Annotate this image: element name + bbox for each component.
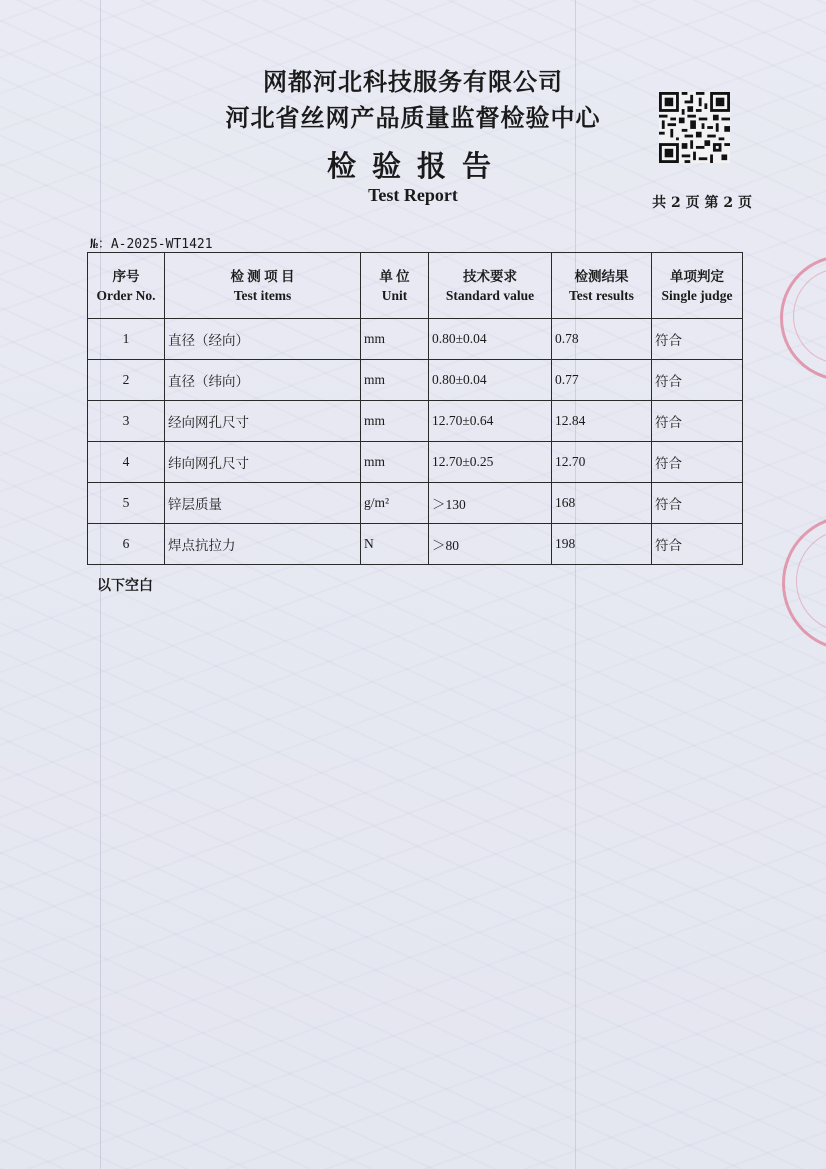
- cell-item: 直径（经向）: [165, 319, 361, 360]
- inspection-center-name: 河北省丝网产品质量监督检验中心: [225, 103, 601, 132]
- report-number: №：A-2025-WT1421: [90, 237, 213, 252]
- cell-item: 直径（纬向）: [165, 360, 361, 401]
- cell-result: 168: [552, 483, 652, 524]
- official-seal: [780, 255, 826, 381]
- col-header-items: 检 测 项 目 Test items: [165, 253, 361, 319]
- cell-unit: mm: [361, 401, 429, 442]
- cell-judge: 符合: [652, 401, 743, 442]
- blank-below-note: 以下空白: [97, 578, 153, 594]
- cell-result: 12.84: [552, 401, 652, 442]
- qr-code-icon[interactable]: [659, 92, 730, 163]
- cell-result: 0.78: [552, 319, 652, 360]
- cell-unit: N: [361, 524, 429, 565]
- cell-item: 经向网孔尺寸: [165, 401, 361, 442]
- cell-item: 焊点抗拉力: [165, 524, 361, 565]
- cell-standard: 0.80±0.04: [429, 360, 552, 401]
- table-row: [88, 401, 743, 442]
- cell-standard: ＞80: [429, 524, 552, 565]
- results-table: [87, 252, 743, 565]
- cell-standard: 0.80±0.04: [429, 319, 552, 360]
- cell-order: 5: [88, 483, 165, 524]
- organization-name: 网都河北科技服务有限公司: [263, 67, 563, 96]
- cell-result: 198: [552, 524, 652, 565]
- table-row: [88, 360, 743, 401]
- table-row: [88, 483, 743, 524]
- cell-judge: 符合: [652, 483, 743, 524]
- cell-unit: mm: [361, 319, 429, 360]
- col-header-standard: 技术要求 Standard value: [429, 253, 552, 319]
- col-header-order: 序号 Order No.: [88, 253, 165, 319]
- cell-unit: g/m²: [361, 483, 429, 524]
- col-header-results: 检测结果 Test results: [552, 253, 652, 319]
- official-seal: [782, 515, 826, 651]
- cell-judge: 符合: [652, 524, 743, 565]
- cell-order: 6: [88, 524, 165, 565]
- cell-unit: mm: [361, 442, 429, 483]
- cell-unit: mm: [361, 360, 429, 401]
- cell-item: 锌层质量: [165, 483, 361, 524]
- cell-result: 0.77: [552, 360, 652, 401]
- table-header-row: [88, 253, 743, 319]
- cell-judge: 符合: [652, 319, 743, 360]
- cell-result: 12.70: [552, 442, 652, 483]
- table-row: [88, 524, 743, 565]
- cell-item: 纬向网孔尺寸: [165, 442, 361, 483]
- cell-judge: 符合: [652, 442, 743, 483]
- cell-order: 3: [88, 401, 165, 442]
- cell-order: 2: [88, 360, 165, 401]
- cell-order: 1: [88, 319, 165, 360]
- table-row: [88, 442, 743, 483]
- col-header-judge: 单项判定 Single judge: [652, 253, 743, 319]
- cell-standard: 12.70±0.25: [429, 442, 552, 483]
- table-row: [88, 319, 743, 360]
- cell-judge: 符合: [652, 360, 743, 401]
- report-title-en: Test Report: [368, 185, 458, 205]
- report-title-cn: 检验报告: [326, 149, 507, 183]
- cell-order: 4: [88, 442, 165, 483]
- cell-standard: 12.70±0.64: [429, 401, 552, 442]
- col-header-unit: 单 位 Unit: [361, 253, 429, 319]
- page-indicator: 共 2 页 第 2 页: [652, 195, 752, 211]
- cell-standard: ＞130: [429, 483, 552, 524]
